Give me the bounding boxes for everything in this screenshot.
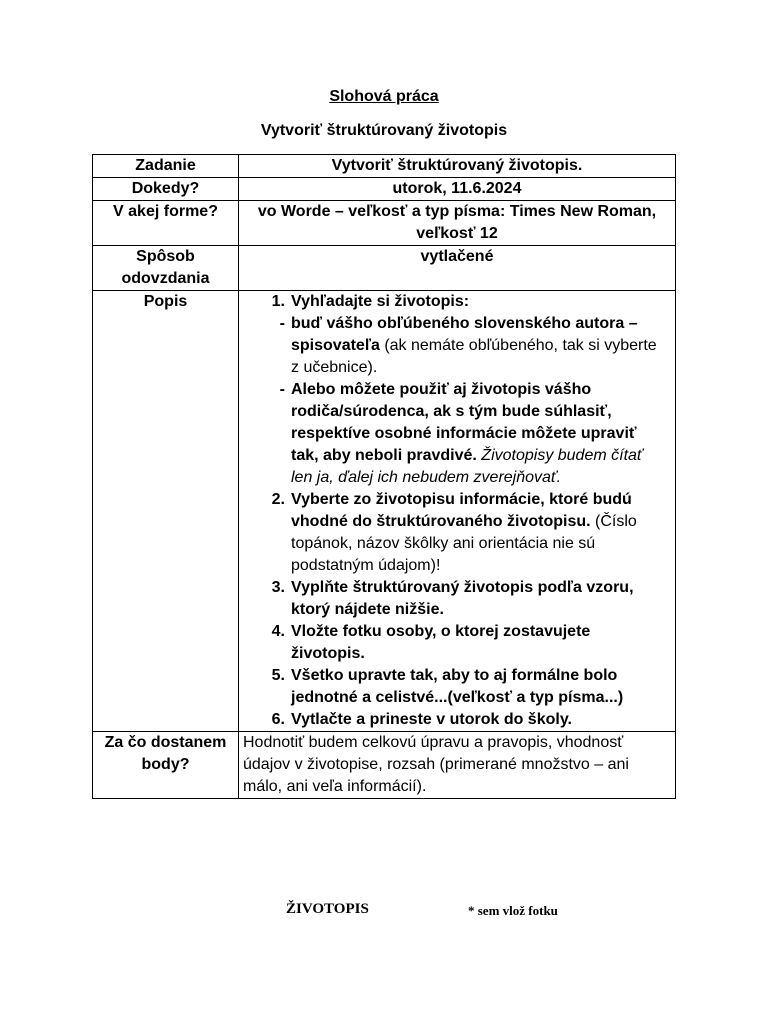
row-label: Zadanie bbox=[93, 155, 239, 178]
list-text: Vyhľadajte si životopis: bbox=[291, 293, 470, 310]
list-text bbox=[291, 313, 671, 379]
list-item bbox=[243, 621, 671, 665]
row-value: Vytvoriť štruktúrovaný životopis. bbox=[239, 155, 676, 178]
list-marker: 6. bbox=[271, 711, 285, 728]
list-item bbox=[243, 313, 671, 379]
italic-text: Životopisy budem čítať len ja, ďalej ich nebudem zverejňovať. bbox=[291, 447, 643, 486]
list-item bbox=[243, 291, 671, 313]
list-item bbox=[243, 489, 671, 577]
list-marker: 3. bbox=[271, 579, 285, 596]
row-label bbox=[93, 246, 239, 291]
label-line: Spôsob bbox=[136, 248, 195, 265]
value-line: veľkosť 12 bbox=[416, 225, 498, 242]
list-item bbox=[243, 379, 671, 489]
list-item bbox=[243, 709, 671, 731]
list-marker: 5. bbox=[271, 667, 285, 684]
popis-list bbox=[239, 291, 676, 732]
table-row bbox=[93, 201, 676, 246]
list-text bbox=[291, 379, 671, 489]
table-row bbox=[93, 178, 676, 201]
table-row bbox=[93, 291, 676, 732]
list-marker: - bbox=[279, 381, 285, 398]
row-label: Dokedy? bbox=[93, 178, 239, 201]
list-marker: - bbox=[279, 315, 285, 332]
value-line: vo Worde – veľkosť a typ písma: Times New Roman, bbox=[257, 203, 657, 220]
bold-text: buď vášho obľúbeného slovenského autora – spisovateľa bbox=[291, 315, 638, 354]
assignment-table bbox=[92, 154, 676, 799]
bold-text: Vyberte zo životopisu informácie, ktoré budú vhodné do štruktúrovaného životopisu. bbox=[291, 491, 632, 530]
list-item bbox=[243, 665, 671, 709]
list-marker: 4. bbox=[271, 623, 285, 640]
label-line: Za čo dostanem bbox=[104, 734, 227, 751]
list-marker: 2. bbox=[271, 491, 285, 508]
photo-note: * sem vlož fotku bbox=[468, 903, 558, 918]
normal-text: (Číslo topánok, názov škôlky ani orientácia nie sú podstatným údajom)! bbox=[291, 513, 637, 574]
cv-title: ŽIVOTOPIS bbox=[286, 901, 369, 917]
row-label: Popis bbox=[93, 291, 239, 732]
list-text bbox=[291, 489, 671, 577]
bold-text: Alebo môžete použiť aj životopis vášho rodiča/súrodenca, ak s tým bude súhlasiť, respektíve osobné informácie môžete upraviť tak, aby neboli pravdivé. bbox=[291, 381, 637, 464]
grading-text: Hodnotiť budem celkovú úpravu a pravopis, vhodnosť údajov v životopise, rozsah (primerané množstvo – ani málo, ani veľa informácií). bbox=[239, 732, 676, 799]
list-text: Vyplňte štruktúrovaný životopis podľa vzoru, ktorý nájdete nižšie. bbox=[291, 579, 634, 618]
list-text: Všetko upravte tak, aby to aj formálne bolo jednotné a celistvé...(veľkosť a typ písma...) bbox=[291, 667, 624, 706]
row-value bbox=[239, 201, 676, 246]
row-label: V akej forme? bbox=[93, 201, 239, 246]
page-title: Slohová práca bbox=[329, 88, 439, 105]
list-item bbox=[243, 577, 671, 621]
row-value: utorok, 11.6.2024 bbox=[239, 178, 676, 201]
row-value: vytlačené bbox=[239, 246, 676, 291]
page-subtitle: Vytvoriť štruktúrovaný životopis bbox=[260, 122, 508, 139]
table-row bbox=[93, 246, 676, 291]
table-row bbox=[93, 732, 676, 799]
normal-text: (ak nemáte obľúbeného, tak si vyberte z učebnice). bbox=[291, 337, 657, 376]
list-text: Vytlačte a prineste v utorok do školy. bbox=[291, 711, 572, 728]
list-text: Vložte fotku osoby, o ktorej zostavujete životopis. bbox=[291, 623, 591, 662]
table-row bbox=[93, 155, 676, 178]
label-line: odovzdania bbox=[121, 270, 210, 287]
row-label bbox=[93, 732, 239, 799]
label-line: body? bbox=[141, 756, 190, 773]
list-marker: 1. bbox=[271, 293, 285, 310]
